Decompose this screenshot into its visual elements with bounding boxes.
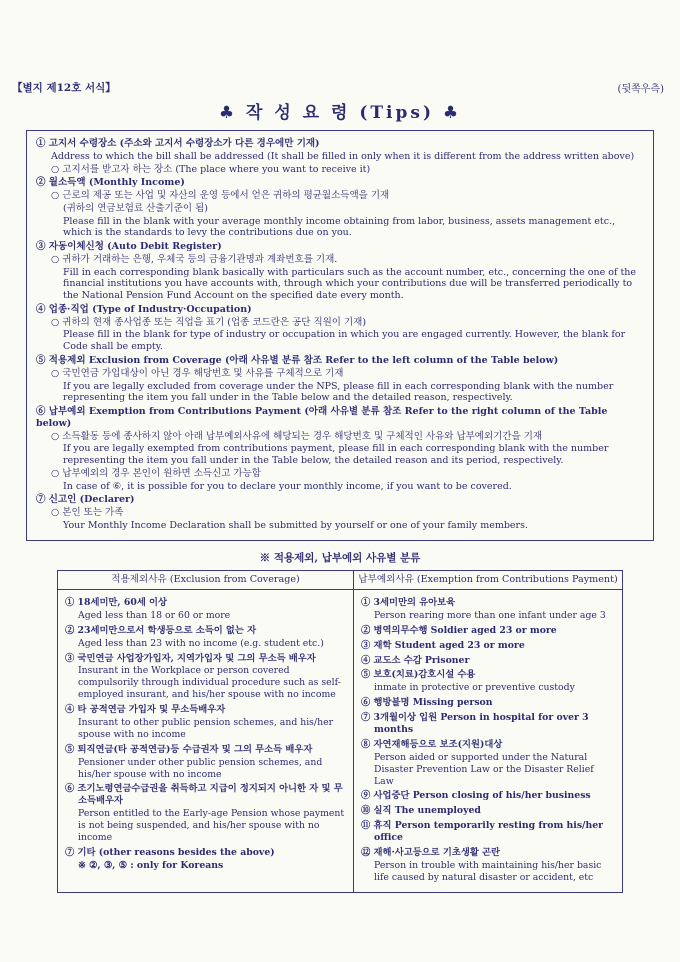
exclusion-line: Person entitled to the Early-age Pension whose payment is not being suspended, and his/her spouse with no income: [78, 808, 345, 844]
exemption-line: ⑦ 3개월이상 입원 Person in hospital for over 3 months: [361, 712, 589, 736]
classification-note: ※ 적용제외, 납부예외 사유별 분류: [259, 551, 421, 564]
instruction-line: (귀하의 연금보험료 산출기준이 됨): [63, 202, 208, 214]
classification-table: [57, 570, 623, 893]
exclusion-line: ④ 타 공적연금 가입자 및 무소득배우자: [65, 704, 226, 716]
instruction-line: Address to which the bill shall be addressed (It shall be filled in only when it is different from the address written above): [51, 150, 635, 162]
instruction-line: ⑦ 신고인 (Declarer): [36, 494, 135, 506]
instruction-line: Fill in each corresponding blank basically with particulars such as the account number, etc., concerning the one of the financial institutions you have accounts with, through which your contributions due will be transferred periodically to the National Pension Fund Account on the specified date every month.: [63, 266, 637, 302]
instruction-line: If you are legally exempted from contributions payment, please fill in each corresponding blank with the number representing the item you fall under in the Table below, the detailed reason and its period, respectively.: [63, 443, 609, 467]
instruction-line: Your Monthly Income Declaration shall be submitted by yourself or one of your family members.: [63, 519, 528, 531]
instruction-line: In case of ⑥, it is possible for you to declare your monthly income, if you want to be covered.: [63, 480, 512, 492]
instruction-line: ③ 자동이체신청 (Auto Debit Register): [36, 241, 222, 253]
exemption-column-header: 납부예외사유 (Exemption from Contributions Payment): [354, 570, 623, 589]
exemption-line: ⑫ 재해·사고등으로 기초생활 곤란: [361, 847, 500, 859]
instruction-line: ② 월소득액 (Monthly Income): [36, 177, 185, 189]
exclusion-line: ③ 국민연금 사업장가입자, 지역가입자 및 그의 무소득 배우자: [65, 652, 316, 664]
exemption-line: inmate in protective or preventive custody: [374, 682, 575, 694]
instruction-line: ○ 소득활동 등에 종사하지 않아 아래 납부예외사유에 해당되는 경우 해당번호 및 구체적인 사유와 납부예외기간을 기재: [51, 430, 543, 442]
form-label: 【별지 제12호 서식】: [12, 82, 116, 94]
exemption-line: Person aided or supported under the Natural Disaster Prevention Law or the Disaster Relief Law: [374, 751, 594, 787]
exemption-line: ⑤ 보호(치료)감호시설 수용: [361, 669, 476, 681]
exemption-line: ⑩ 실직 The unemployed: [361, 805, 481, 817]
exemption-line: ① 3세미만의 유아보육: [361, 597, 456, 608]
exclusion-line: ⑤ 퇴직연금(타 공적연금)등 수급권자 및 그의 무소득 배우자: [65, 743, 313, 755]
instructions-box: [26, 130, 654, 541]
exclusion-line: ※ ②, ③, ⑤ : only for Koreans: [78, 859, 224, 871]
exclusion-line: ⑥ 조기노령연금수급권을 취득하고 지급이 정지되지 아니한 자 및 무소득배우자: [65, 783, 343, 807]
exemption-line: ⑧ 자연재해등으로 보조(지원)대상: [361, 738, 503, 750]
instruction-line: ○ 국민연금 가입대상이 아닌 경우 해당번호 및 사유를 구체적으로 기재: [51, 367, 344, 379]
instruction-line: ① 고지서 수령장소 (주소와 고지서 수령장소가 다른 경우에만 기재): [36, 138, 320, 149]
exclusion-line: Insurant to other public pension schemes, and his/her spouse with no income: [78, 717, 334, 740]
exemption-column: [354, 590, 623, 893]
exemption-line: Person in trouble with maintaining his/her basic life caused by natural disaster or accident, etc: [374, 859, 602, 883]
exclusion-column: [58, 590, 354, 893]
exclusion-line: ① 18세미만, 60세 이상: [65, 597, 168, 608]
page-title: ♣ 작 성 요 령 (Tips) ♣: [218, 103, 462, 123]
exclusion-line: ⑦ 기타 (other reasons besides the above): [65, 846, 275, 858]
exclusion-line: Insurant in the Workplace or person covered compulsorily through individual procedure such as self-employed insurant, and his/her spouse with no income: [78, 665, 341, 701]
side-note: (뒷쪽우측): [617, 84, 664, 95]
instruction-line: ○ 고지서를 받고자 하는 장소 (The place where you want to receive it): [51, 163, 371, 175]
exclusion-line: Aged less than 23 with no income (e.g. student etc.): [78, 637, 324, 649]
instruction-line: ○ 귀하가 거래하는 은행, 우체국 등의 금융기관명과 계좌번호를 기재.: [51, 253, 338, 265]
exemption-line: ③ 재학 Student aged 23 or more: [361, 639, 525, 651]
instruction-line: ⑥ 납부예외 Exemption from Contributions Payment (아래 사유별 분류 참조 Refer to the right column of the Table below): [36, 406, 608, 429]
exclusion-line: Pensioner under other public pension schemes, and his/her spouse with no income: [78, 756, 323, 780]
instruction-line: ⑤ 적용제외 Exclusion from Coverage (아래 사유별 분류 참조 Refer to the left column of the Table below): [36, 355, 559, 367]
instruction-line: ○ 근로의 제공 또는 사업 및 자산의 운영 등에서 얻은 귀하의 평균월소득액을 기재: [51, 190, 390, 202]
exemption-line: ⑪ 휴직 Person temporarily resting from his/her office: [361, 820, 604, 844]
instruction-line: ○ 본인 또는 가족: [51, 507, 124, 519]
exclusion-column-header: 적용제외사유 (Exclusion from Coverage): [58, 570, 354, 589]
exemption-line: ② 병역의무수행 Soldier aged 23 or more: [361, 624, 557, 636]
exemption-line: ④ 교도소 수감 Prisoner: [361, 654, 470, 666]
instruction-line: ○ 귀하의 현재 종사업종 또는 직업을 표기 (업종 코드란은 공단 직원이 기재): [51, 316, 367, 328]
exemption-line: ⑨ 사업중단 Person closing of his/her business: [361, 790, 591, 802]
exemption-line: Person rearing more than one infant under age 3: [374, 609, 606, 621]
instruction-line: ④ 업종·직업 (Type of Industry·Occupation): [36, 303, 252, 315]
exclusion-line: Aged less than 18 or 60 or more: [78, 609, 231, 621]
page-header: [0, 80, 680, 95]
exemption-line: ⑥ 행방불명 Missing person: [361, 697, 493, 709]
exclusion-line: ② 23세미만으로서 학생등으로 소득이 없는 자: [65, 624, 257, 636]
instruction-line: If you are legally excluded from coverage under the NPS, please fill in each corresponding blank with the number representing the item you fall under in the Table below and the detailed reason, respectively.: [63, 380, 614, 404]
instruction-line: Please fill in the blank for type of industry or occupation in which you are engaged currently. However, the blank for Code shall be empty.: [63, 329, 626, 353]
instruction-line: ○ 납부예외의 경우 본인이 원하면 소득신고 가능함: [51, 467, 261, 479]
instruction-line: Please fill in the blank with your average monthly income obtaining from labor, business, assets management etc., which is the standards to levy the contributions due on you.: [63, 215, 616, 239]
